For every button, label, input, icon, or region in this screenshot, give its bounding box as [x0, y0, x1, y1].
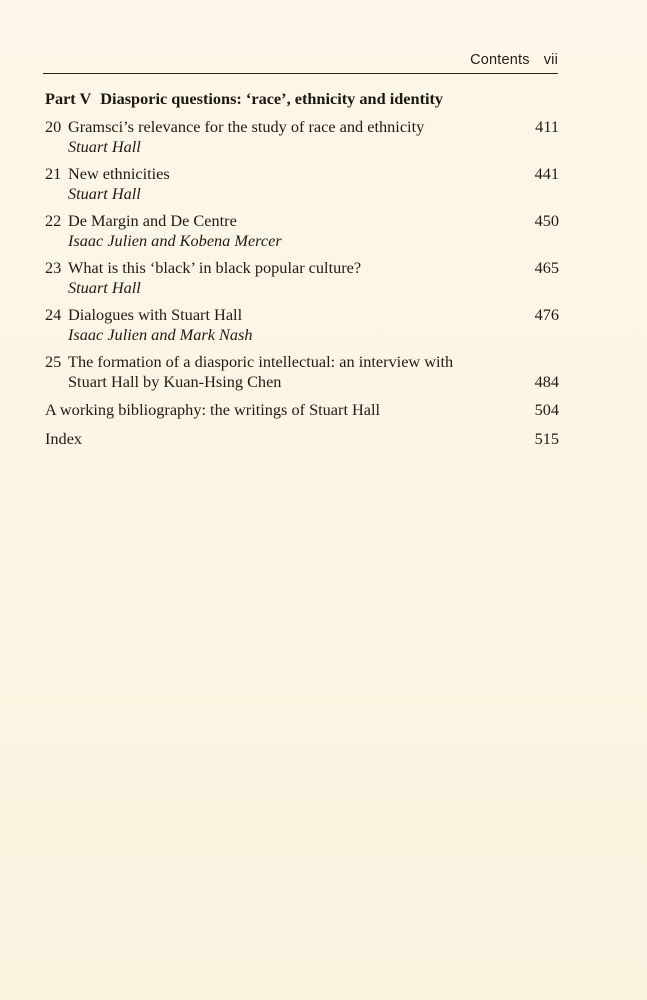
entry-page: 450 [534, 211, 559, 230]
entry-page: 476 [534, 305, 559, 324]
toc-entry-22 [45, 211, 559, 250]
entry-author: Stuart Hall [68, 136, 141, 156]
entry-page: 484 [534, 371, 559, 391]
part-label: Part V [45, 89, 92, 108]
part-heading [45, 89, 443, 109]
running-head-page-number: vii [543, 52, 558, 68]
entry-number: 25 [45, 352, 62, 371]
running-head-title: Contents [470, 52, 530, 68]
entry-author: Stuart Hall [68, 183, 141, 203]
entry-title: New ethnicities [68, 164, 170, 183]
entry-title: Dialogues with Stuart Hall [68, 305, 243, 324]
table-of-contents [45, 117, 559, 448]
entry-page: 504 [534, 400, 559, 419]
entry-title: De Margin and De Centre [68, 211, 237, 230]
toc-entry-23 [45, 258, 559, 297]
part-title: Diasporic questions: ‘race’, ethnicity and identity [100, 89, 444, 108]
entry-title-line-2: Stuart Hall by Kuan-Hsing Chen [68, 371, 282, 391]
toc-entry-24 [45, 305, 559, 344]
entry-author: Stuart Hall [68, 277, 141, 297]
entry-page: 441 [534, 164, 559, 183]
entry-number: 24 [45, 305, 62, 324]
entry-page: 465 [534, 258, 559, 277]
toc-entry-20 [45, 117, 559, 156]
entry-title: What is this ‘black’ in black popular culture? [68, 258, 362, 277]
toc-entry-25 [45, 352, 559, 391]
toc-entry-index [45, 429, 559, 449]
entry-title: Gramsci’s relevance for the study of race and ethnicity [68, 117, 425, 136]
entry-number: 22 [45, 211, 62, 230]
entry-number: 23 [45, 258, 62, 277]
running-head [470, 52, 558, 68]
entry-title-line-1: The formation of a diasporic intellectual: an interview with [68, 352, 454, 371]
entry-title: A working bibliography: the writings of Stuart Hall [45, 400, 381, 419]
toc-entry-bibliography [45, 400, 559, 420]
entry-page: 411 [535, 117, 559, 136]
entry-author: Isaac Julien and Kobena Mercer [68, 230, 282, 250]
header-rule [43, 73, 558, 74]
entry-author: Isaac Julien and Mark Nash [68, 324, 253, 344]
entry-number: 20 [45, 117, 62, 136]
entry-page: 515 [534, 428, 559, 448]
toc-entry-21 [45, 164, 559, 203]
entry-number: 21 [45, 164, 62, 183]
entry-title: Index [45, 428, 83, 448]
